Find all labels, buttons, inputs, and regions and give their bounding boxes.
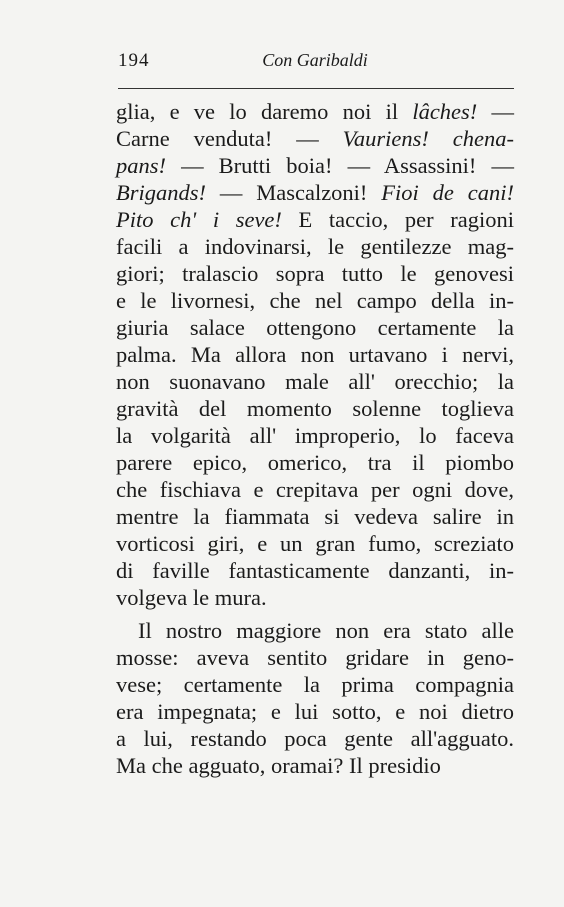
text-line [116, 341, 514, 368]
text-run: — Brutti boia! — Assassini! — [166, 153, 514, 178]
text-run: la volgarità all' improperio, lo faceva [116, 423, 514, 448]
text-run: — Mascalzoni! [206, 180, 382, 205]
text-line [116, 671, 514, 698]
italic-phrase: Brigands! [116, 180, 206, 205]
text-run: giori; tralascio sopra tutto le genovesi [116, 261, 514, 286]
text-run: volgeva le mura. [116, 585, 267, 610]
text-line [116, 557, 514, 584]
text-run: glia, e ve lo daremo noi il [116, 99, 413, 124]
text-run: vorticosi giri, e un gran fumo, screziato [116, 531, 514, 556]
text-run: era impegnata; e lui sotto, e noi dietro [116, 699, 514, 724]
text-line [116, 287, 514, 314]
text-run: parere epico, omerico, tra il piombo [116, 450, 514, 475]
text-run: E taccio, per ragioni [281, 207, 514, 232]
paragraph-1 [116, 98, 514, 611]
text-line [116, 152, 514, 179]
text-run: vese; certamente la prima compagnia [116, 672, 514, 697]
text-run: gravità del momento solenne toglieva [116, 396, 514, 421]
text-line [116, 449, 514, 476]
text-line [116, 395, 514, 422]
italic-phrase: lâches! [412, 99, 478, 124]
page-header [116, 46, 514, 76]
text-line [116, 584, 514, 611]
text-line [116, 725, 514, 752]
text-line [116, 644, 514, 671]
text-line [116, 233, 514, 260]
text-line [116, 422, 514, 449]
text-run: mosse: aveva sentito gridare in geno- [116, 645, 514, 670]
text-line [116, 503, 514, 530]
page-number: 194 [118, 50, 150, 71]
text-line [116, 752, 514, 779]
text-run: Ma che agguato, oramai? Il presidio [116, 753, 441, 778]
text-run: a lui, restando poca gente all'agguato. [116, 726, 514, 751]
text-line [116, 617, 514, 644]
text-line [116, 368, 514, 395]
italic-phrase: Fioi de cani! [381, 180, 514, 205]
text-run: — [477, 99, 515, 124]
text-line [116, 314, 514, 341]
text-run: Carne venduta! — [116, 126, 343, 151]
running-title: Con Garibaldi [262, 50, 368, 70]
text-line [116, 698, 514, 725]
italic-phrase: pans! [116, 153, 166, 178]
header-rule [118, 88, 514, 89]
text-line [116, 260, 514, 287]
text-line [116, 98, 514, 125]
text-run: Il nostro maggiore non era stato alle [138, 618, 514, 643]
italic-phrase: Pito ch' i seve! [116, 207, 282, 232]
text-run: e le livornesi, che nel campo della in- [116, 288, 514, 313]
text-line [116, 476, 514, 503]
text-line [116, 206, 514, 233]
body-text [116, 98, 514, 779]
text-run: che fischiava e crepitava per ogni dove, [116, 477, 514, 502]
text-run: mentre la fiammata si vedeva salire in [116, 504, 514, 529]
text-run: facili a indovinarsi, le gentilezze mag- [116, 234, 514, 259]
paragraph-2 [116, 617, 514, 779]
text-run: giuria salace ottengono certamente la [116, 315, 514, 340]
text-line [116, 125, 514, 152]
text-run: palma. Ma allora non urtavano i nervi, [116, 342, 514, 367]
italic-phrase: Vauriens! chena- [342, 126, 514, 151]
text-run: non suonavano male all' orecchio; la [116, 369, 514, 394]
text-line [116, 530, 514, 557]
text-line [116, 179, 514, 206]
text-run: di faville fantasticamente danzanti, in- [116, 558, 514, 583]
